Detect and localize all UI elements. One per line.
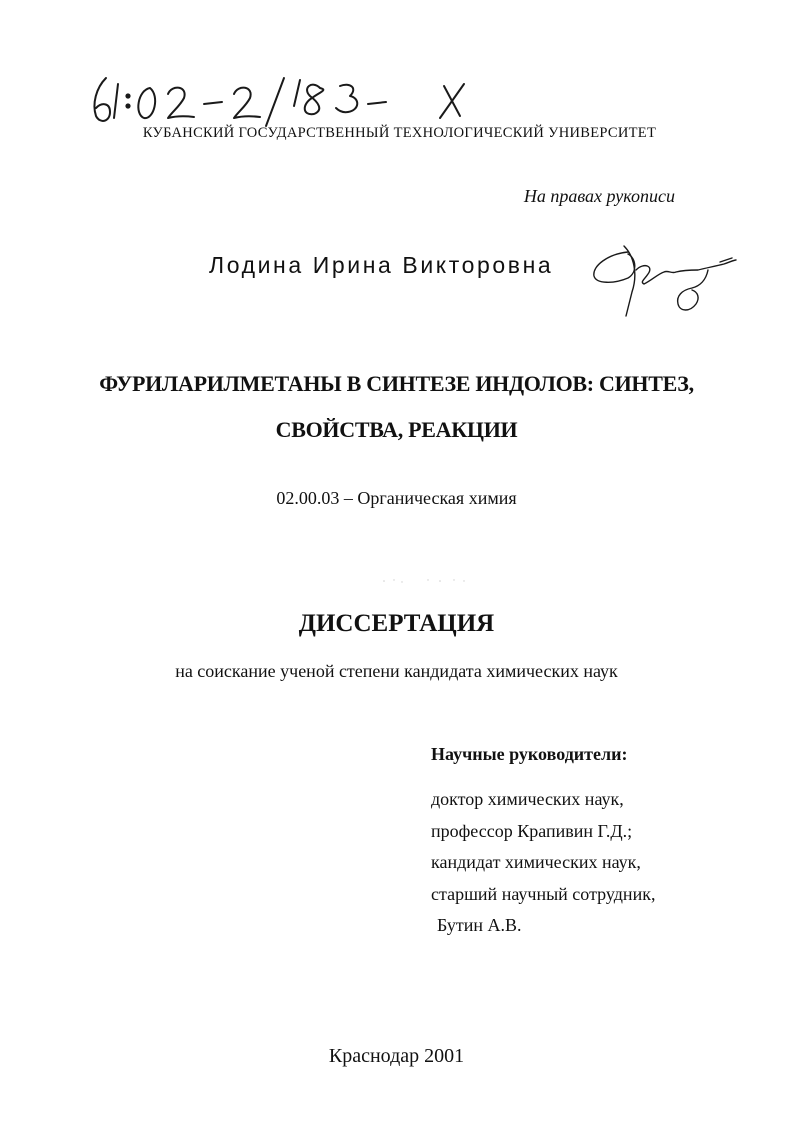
supervisor-line: Бутин А.В. — [437, 915, 522, 935]
document-type: ДИССЕРТАЦИЯ — [298, 610, 495, 637]
city-and-year: Краснодар 2001 — [328, 1045, 465, 1067]
manuscript-rights-note: На правах рукописи — [523, 186, 675, 206]
dissertation-title — [0, 361, 793, 453]
supervisors-list — [431, 784, 655, 942]
title-line-1: ФУРИЛАРИЛМЕТАНЫ В СИНТЕЗЕ ИНДОЛОВ: СИНТЕЗ, — [99, 371, 694, 396]
specialty-code: 02.00.03 – Органическая химия — [276, 488, 517, 508]
scan-noise-decoration — [380, 577, 470, 585]
supervisors-heading: Научные руководители: — [431, 744, 628, 764]
supervisor-line: доктор химических наук, — [431, 789, 624, 809]
supervisor-line: старший научный сотрудник, — [431, 883, 656, 904]
author-signature — [588, 240, 738, 320]
author-name: Лодина Ирина Викторовна — [209, 252, 554, 278]
supervisor-line: профессор Крапивин Г.Д.; — [431, 820, 633, 841]
supervisor-line: кандидат химических наук, — [431, 852, 641, 872]
handwritten-archive-code — [88, 70, 488, 130]
university-name: КУБАНСКИЙ ГОСУДАРСТВЕННЫЙ ТЕХНОЛОГИЧЕСКИЙ УНИВЕРСИТЕТ — [142, 125, 657, 141]
title-line-2: СВОЙСТВА, РЕАКЦИИ — [275, 417, 518, 442]
degree-sought: на соискание ученой степени кандидата химических наук — [175, 661, 618, 681]
